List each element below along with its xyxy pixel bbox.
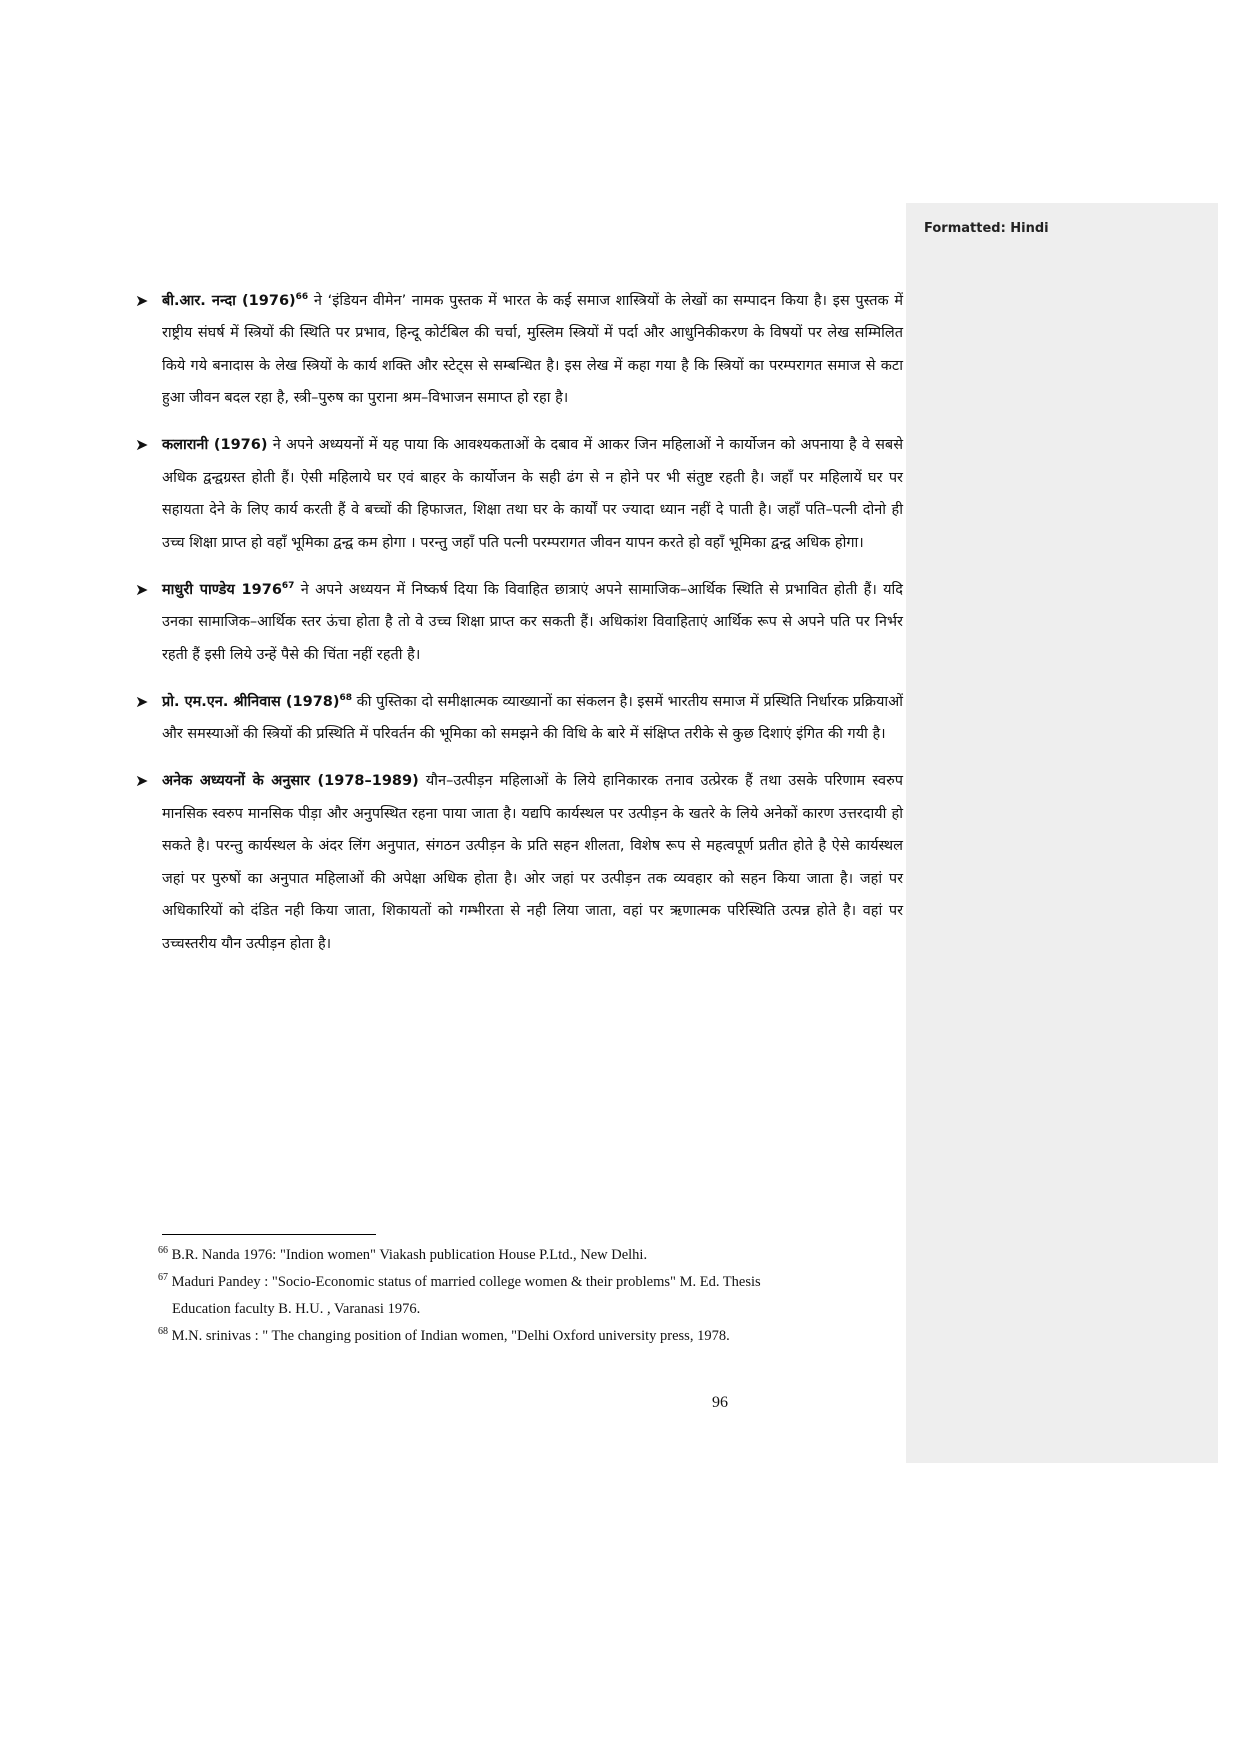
entry-text: ने अपने अध्ययन में निष्कर्ष दिया कि विवाहित छात्राएं अपने सामाजिक–आर्थिक स्थिति से प्रभावित होती हैं। यदि उनका सामाजिक–आर्थिक स्तर ऊंचा होता है तो वे उच्च शिक्षा प्राप्त कर सकती हैं। अधिकांश विवाहिताएं आर्थिक रूप से अपने पति पर निर्भर रहती हैं इसी लिये उन्हें पैसे की चिंता नहीं रहती है। (162, 581, 904, 663)
list-item (132, 429, 903, 559)
footnote (158, 1269, 898, 1323)
footnote-text: M.N. srinivas : " The changing position of Indian women, "Delhi Oxford university press, 1978. (168, 1328, 730, 1344)
document-body (132, 270, 903, 973)
footnote-number: 68 (158, 1326, 168, 1338)
footnote-number: 66 (158, 1245, 168, 1257)
arrow-bullet-icon: ➤ (135, 579, 149, 599)
entry-text: यौन–उत्पीड़न महिलाओं के लिये हानिकारक तनाव उत्प्रेरक हैं तथा उसके परिणाम स्वरुप मानसिक स्वरुप मानसिक पीड़ा और अनुपस्थित रहना पाया जाता है। यद्यपि कार्यस्थल पर उत्पीड़न के खतरे के लिये अनेकों कारण उत्तरदायी हो सकते है। परन्तु कार्यस्थल के अंदर लिंग अनुपात, संगठन उत्पीड़न के प्रति सहन शीलता, विशेष रूप से महत्वपूर्ण प्रतीत होते है ऐसे कार्यस्थल जहां पर पुरुषों का अनुपात महिलाओं की अपेक्षा अधिक होता है। ओर जहां पर उत्पीड़न तक व्यवहार को सहन किया जाता है। जहां पर अधिकारियों को दंडित नही किया जाता, शिकायतों को गम्भीरता से नही लिया जाता, वहां पर ऋणात्मक परिस्थिति उत्पन्न होते है। वहां पर उच्चस्तरीय यौन उत्पीड़न होता है। (162, 773, 903, 952)
list-item (132, 285, 903, 415)
footnote-number: 67 (158, 1272, 168, 1284)
list-item (132, 765, 903, 960)
footnotes (158, 1242, 898, 1350)
arrow-bullet-icon: ➤ (135, 771, 149, 790)
entry-text: ने अपने अध्ययनों में यह पाया कि आवश्यकताओं के दबाव में आकर जिन महिलाओं ने कार्योजन को अपनाया है वे सबसे अधिक द्वन्द्वग्रस्त होती हैं। ऐसी महिलाये घर एवं बाहर के कार्योजन के सही ढंग से न होने पर भी संतुष्ट रहती है। जहाँ पर महिलायें घर पर सहायता देने के लिए कार्य करती हैं वे बच्चों की हिफाजत, शिक्षा तथा घर के कार्यों पर ज्यादा ध्यान नहीं दे पाती है। जहाँ पति–पत्नी दोनो ही उच्च शिक्षा प्राप्त हो वहाँ भूमिका द्वन्द्व कम होगा । परन्तु जहाँ पति पत्नी परम्परागत जीवन यापन करते हो वहाँ भूमिका द्वन्द्व अधिक होगा। (162, 437, 904, 551)
arrow-bullet-icon: ➤ (135, 290, 149, 310)
entry-lead: प्रो. एम.एन. श्रीनिवास (1978) (162, 693, 340, 710)
entry-text: की पुस्तिका दो समीक्षात्मक व्याख्यानों का संकलन है। इसमें भारतीय समाज में प्रस्थिति निर्धारक प्रक्रियाओं और समस्याओं की स्त्रियों की प्रस्थिति में परिवर्तन की भूमिका को समझने की विधि के बारे में संक्षिप्त तरीके से कुछ दिशाएं इंगित की गयी है। (162, 693, 903, 742)
comment-pane-label: Formatted: Hindi (924, 221, 1049, 236)
footnote-text: Maduri Pandey : "Socio-Economic status of married college women & their problems" M. Ed. Thesis (168, 1274, 761, 1290)
entry-lead: अनेक अध्ययनों के अनुसार (1978–1989) (162, 773, 419, 789)
footnote-separator (162, 1234, 376, 1235)
list-item (132, 574, 903, 672)
entry-lead: कलारानी (1976) (162, 437, 268, 453)
page-number: 96 (712, 1394, 728, 1411)
footnote-continuation: Education faculty B. H.U. , Varanasi 1976. (172, 1301, 421, 1317)
entry-lead: माधुरी पाण्डेय 1976 (162, 581, 282, 598)
footnote (158, 1323, 898, 1350)
footnote-ref: 66 (295, 291, 309, 302)
footnote-text: B.R. Nanda 1976: "Indion women" Viakash publication House P.Ltd., New Delhi. (168, 1247, 648, 1263)
comment-pane (906, 203, 1218, 1463)
entry-text: ने ‘इंडियन वीमेन’ नामक पुस्तक में भारत के कई समाज शास्त्रियों के लेखों का सम्पादन किया है। इस पुस्तक में राष्ट्रीय संघर्ष में स्त्रियों की स्थिति पर प्रभाव, हिन्दू कोर्टबिल की चर्चा, मुस्लिम स्त्रियों में पर्दा और आधुनिकीकरण के विषयों पर लेख सम्मिलित किये गये बनादास के लेख स्त्रियों के कार्य शक्ति और स्टेट्स से सम्बन्धित है। इस लेख में कहा गया है कि स्त्रियों का परम्परागत समाज से कटा हुआ जीवन बदल रहा है, स्त्री–पुरुष का पुराना श्रम–विभाजन समाप्त हो रहा है। (162, 292, 903, 406)
footnote-ref: 68 (339, 692, 353, 703)
arrow-bullet-icon: ➤ (135, 691, 149, 711)
list-item (132, 686, 903, 751)
entry-lead: बी.आर. नन्दा (1976) (162, 292, 296, 309)
footnote (158, 1242, 898, 1269)
footnote-ref: 67 (281, 580, 295, 591)
arrow-bullet-icon: ➤ (135, 435, 149, 454)
